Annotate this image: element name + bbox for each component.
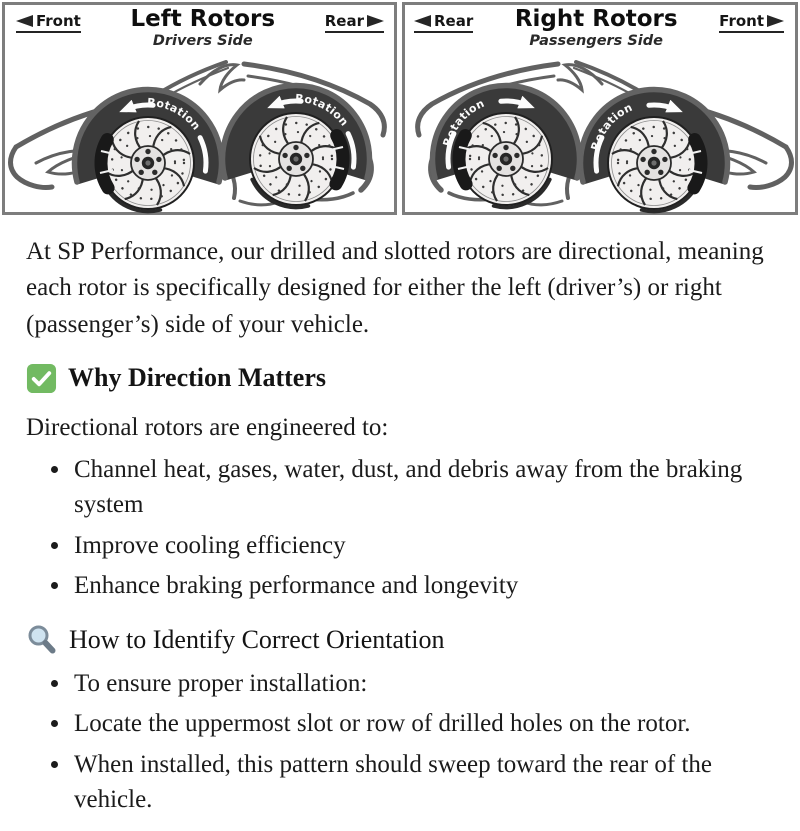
direction-text: Front <box>36 12 81 30</box>
check-mark-icon <box>26 363 57 394</box>
direction-label-rear <box>414 12 473 33</box>
magnifying-glass-icon <box>26 624 58 656</box>
list-item: • When installed, this pattern should sweep toward the rear of the vehicle. <box>72 747 776 818</box>
rotor-direction-figure <box>0 0 800 218</box>
section-heading-why-direction-matters <box>26 363 776 394</box>
list-item: • Enhance braking performance and longevity <box>72 568 776 604</box>
article <box>0 218 800 831</box>
benefits-list <box>26 452 776 604</box>
section-lead: Directional rotors are engineered to: <box>26 413 389 441</box>
panel-title-block <box>515 7 678 49</box>
panel-subtitle: Drivers Side <box>152 33 253 50</box>
panel-title: Left Rotors <box>130 6 276 32</box>
panel-header-right <box>414 7 784 49</box>
direction-text: Rear <box>434 12 474 30</box>
arrow-right-icon <box>767 15 784 27</box>
orientation-steps-list <box>26 666 776 818</box>
arrow-left-icon <box>414 15 431 27</box>
list-item: • Improve cooling efficiency <box>72 528 776 564</box>
arrow-right-icon <box>367 15 384 27</box>
section-heading-identify-orientation <box>26 624 776 656</box>
direction-label-front <box>719 12 784 33</box>
panel-title: Right Rotors <box>514 6 678 32</box>
section-heading-text: Why Direction Matters <box>68 363 327 393</box>
direction-label-front <box>16 12 81 33</box>
direction-text: Front <box>719 12 764 30</box>
panel-header-left <box>16 7 384 49</box>
list-item: • To ensure proper installation: <box>72 666 776 702</box>
list-item: • Channel heat, gases, water, dust, and debris away from the braking system <box>72 452 776 523</box>
direction-text: Rear <box>324 12 364 30</box>
arrow-left-icon <box>16 15 33 27</box>
direction-label-rear <box>325 12 384 33</box>
list-item: • Locate the uppermost slot or row of drilled holes on the rotor. <box>72 706 776 742</box>
panel-title-block <box>130 7 275 49</box>
intro-paragraph: At SP Performance, our drilled and slotted rotors are directional, meaning each rotor is specifically designed for either the left (driver’s) or right (passenger’s) side of your vehicle. <box>26 238 764 338</box>
section-heading-text: How to Identify Correct Orientation <box>69 624 445 654</box>
panel-subtitle: Passengers Side <box>529 33 663 50</box>
